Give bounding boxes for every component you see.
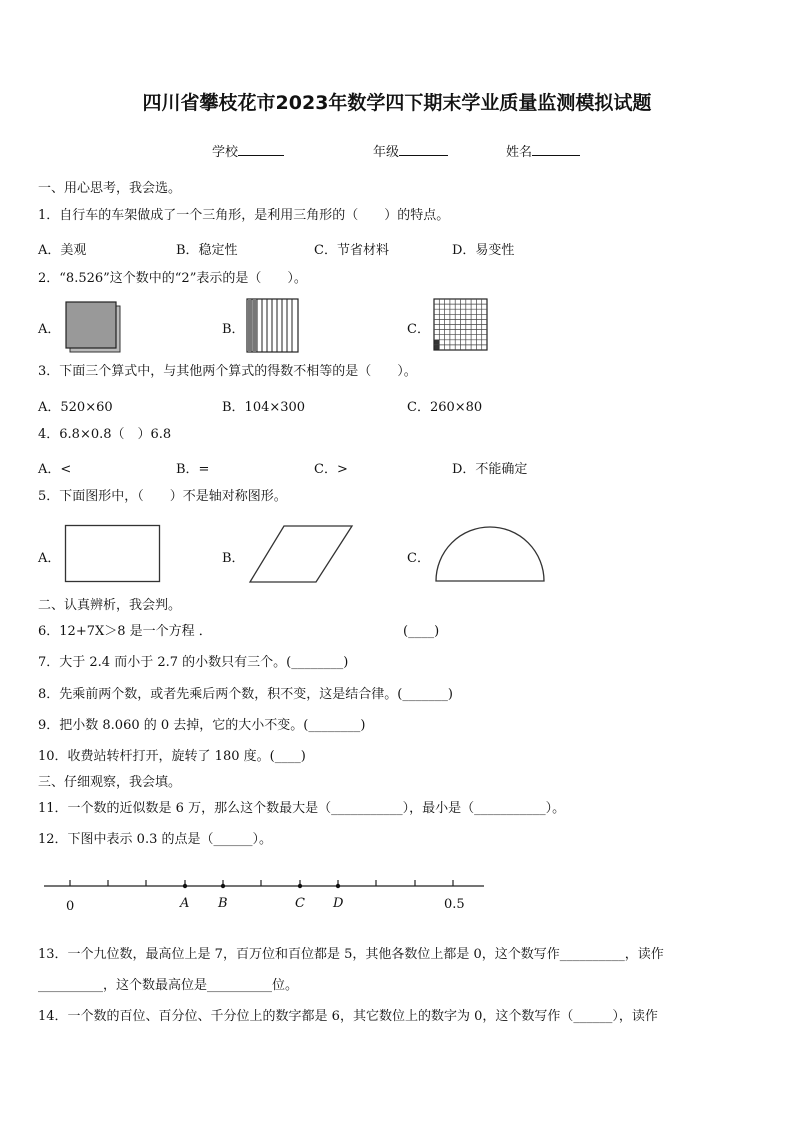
question-9: 9．把小数 8.060 的 0 去掉，它的大小不变。(________) xyxy=(38,718,366,733)
number-line-end-label: 0.5 xyxy=(444,897,465,912)
question-11: 11．一个数的近似数是 6 万，那么这个数最大是（___________），最小是（___________）。 xyxy=(38,801,566,816)
q5-rectangle-shape xyxy=(64,524,162,584)
question-5: 5．下面图形中，（ ）不是轴对称图形。 xyxy=(38,489,287,504)
school-label: 学校 xyxy=(212,145,239,160)
q1-option-d[interactable]: D．易变性 xyxy=(452,243,515,258)
question-3: 3．下面三个算式中，与其他两个算式的得数不相等的是（ ）。 xyxy=(38,364,417,379)
grade-field xyxy=(373,141,448,160)
q6-answer-bracket[interactable]: (____) xyxy=(403,624,440,639)
q4-option-a[interactable]: A．< xyxy=(38,462,72,477)
point-a-dot xyxy=(183,884,187,888)
point-d-dot xyxy=(336,884,340,888)
q5-parallelogram-shape xyxy=(248,524,354,584)
grade-blank[interactable] xyxy=(399,143,448,156)
point-d-label: D xyxy=(333,896,344,911)
school-blank[interactable] xyxy=(238,143,284,156)
q3-option-a[interactable]: A．520×60 xyxy=(38,400,113,415)
section-1-heading: 一、用心思考，我会选。 xyxy=(38,181,182,196)
question-6: 6．12+7X＞8 是一个方程 ． xyxy=(38,624,212,639)
q5-option-a[interactable]: A． xyxy=(38,551,61,566)
name-blank[interactable] xyxy=(532,143,580,156)
section-2-heading: 二、认真辨析，我会判。 xyxy=(38,598,182,613)
school-field xyxy=(212,141,284,160)
point-b-dot xyxy=(221,884,225,888)
number-line-start-label: 0 xyxy=(66,899,75,914)
question-13-line-2: __________，这个数最高位是__________位。 xyxy=(38,978,299,993)
q5-option-b[interactable]: B． xyxy=(222,551,245,566)
page-title: 四川省攀枝花市2023年数学四下期末学业质量监测模拟试题 xyxy=(142,92,652,114)
question-12: 12．下图中表示 0.3 的点是（______）。 xyxy=(38,832,272,847)
q5-semicircle-shape xyxy=(434,524,546,584)
point-c-label: C xyxy=(295,896,305,911)
point-a-label: A xyxy=(180,896,190,911)
number-line xyxy=(40,872,490,916)
point-b-label: B xyxy=(218,896,228,911)
q4-option-c[interactable]: C．> xyxy=(314,462,348,477)
q2-option-b[interactable]: B． xyxy=(222,322,245,337)
question-14: 14．一个数的百位、百分位、千分位上的数字都是 6，其它数位上的数字为 0，这个数写作（______），读作 xyxy=(38,1009,658,1024)
question-13-line-1: 13．一个九位数，最高位上是 7，百万位和百位都是 5，其他各数位上都是 0，这个数写作__________，读作 xyxy=(38,947,664,962)
point-c-dot xyxy=(298,884,302,888)
q3-option-b[interactable]: B．104×300 xyxy=(222,400,306,415)
question-1: 1．自行车的车架做成了一个三角形，是利用三角形的（ ）的特点。 xyxy=(38,208,450,223)
question-2: 2．“8.526”这个数中的“2”表示的是（ ）。 xyxy=(38,271,307,286)
q1-option-c[interactable]: C．节省材料 xyxy=(314,243,389,258)
q2-image-c-grid xyxy=(433,298,489,352)
question-8: 8．先乘前两个数，或者先乘后两个数，积不变，这是结合律。(_______) xyxy=(38,687,453,702)
q2-image-a-square xyxy=(64,300,124,356)
q1-option-b[interactable]: B．稳定性 xyxy=(176,243,238,258)
q4-option-d[interactable]: D．不能确定 xyxy=(452,462,528,477)
name-label: 姓名 xyxy=(506,145,533,160)
q2-option-c[interactable]: C． xyxy=(407,322,430,337)
q5-option-c[interactable]: C． xyxy=(407,551,430,566)
q3-option-c[interactable]: C．260×80 xyxy=(407,400,483,415)
q1-option-a[interactable]: A．美观 xyxy=(38,243,87,258)
section-3-heading: 三、仔细观察，我会填。 xyxy=(38,775,182,790)
question-10: 10．收费站转杆打开，旋转了 180 度。(____) xyxy=(38,749,306,764)
q4-option-b[interactable]: B．= xyxy=(176,462,210,477)
q2-option-a[interactable]: A． xyxy=(38,322,61,337)
q2-image-b-strips xyxy=(246,298,300,354)
question-4: 4．6.8×0.8（ ）6.8 xyxy=(38,427,172,442)
number-line-ticks xyxy=(70,880,453,886)
name-field xyxy=(506,141,580,160)
grade-label: 年级 xyxy=(373,145,400,160)
question-7: 7．大于 2.4 而小于 2.7 的小数只有三个。(________) xyxy=(38,655,349,670)
